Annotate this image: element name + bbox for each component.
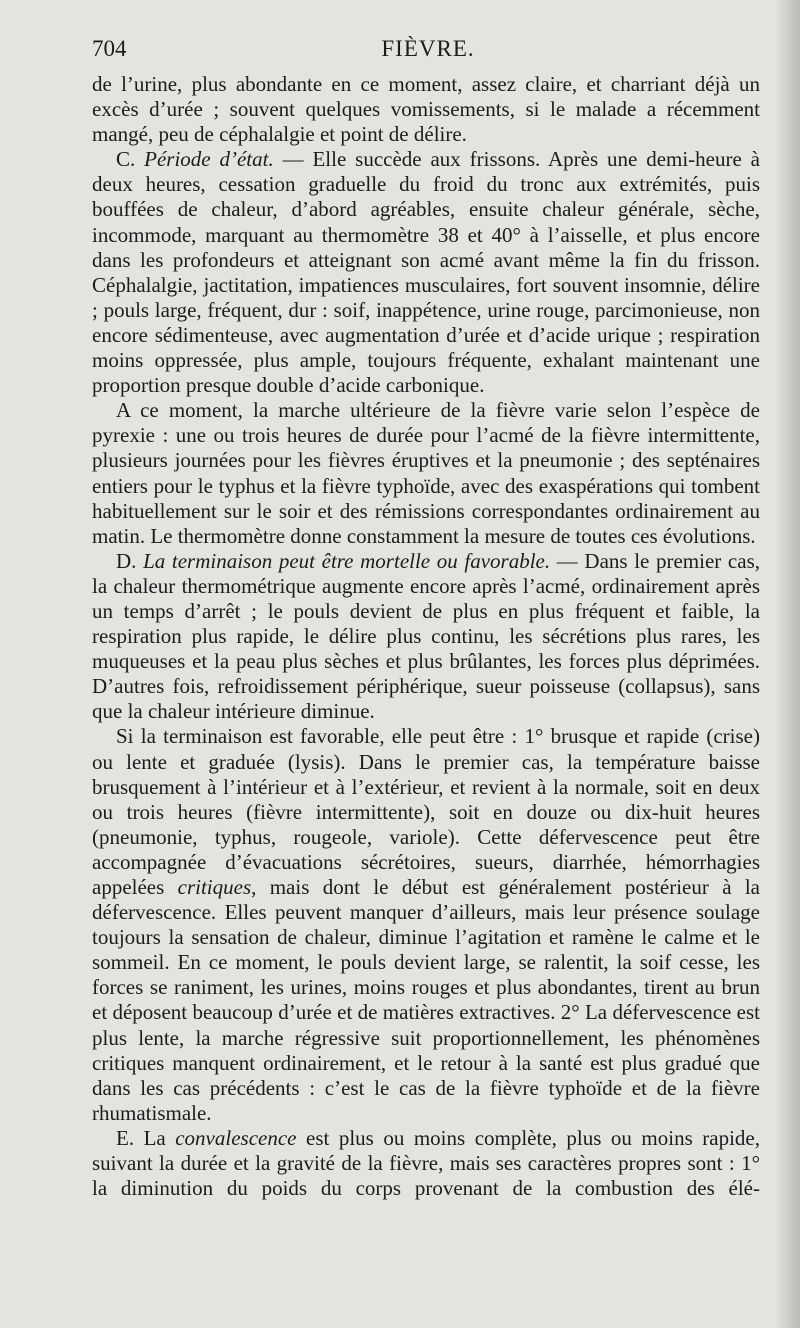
body-text (92, 72, 760, 1201)
section-heading: Période d’état. (144, 147, 274, 172)
paragraph-periode-etat (92, 147, 760, 398)
paragraph-text: A ce moment, la marche ultérieure de la fièvre varie selon l’espèce de pyrexie : une ou trois heures de durée pour l’acmé de la fièvre intermittente, plusieurs journées pour les fièvres éruptives et la pneumonie ; des septénaires entiers pour le typhus et la fièvre typhoïde, avec des exaspérations qui tombent habituellement sur le soir et des rémissions correspondantes ordinairement au matin. Le thermomètre donne constamment la mesure de toutes ces évolutions. (92, 398, 760, 548)
paragraph-text: , mais dont le début est généralement postérieur à la défervescence. Elles peuvent manquer d’ailleurs, mais leur présence soulage toujours la sensation de chaleur, diminue l’agitation et ramène le calme et le sommeil. En ce moment, le pouls devient large, se ralentit, la soif cesse, les forces se raniment, les urines, moins rouges et plus abondantes, tirent au brun et déposent beaucoup d’urée et de matières extractives. 2° La défervescence est plus lente, la marche régressive suit proportionnellement, les phénomènes critiques manquent ordinairement, et le retour à la santé est plus gradué que dans les cas précédents : c’est le cas de la fièvre typhoïde et de la fièvre rhumatismale. (92, 875, 760, 1125)
page-header (92, 36, 764, 66)
paragraph-convalescence (92, 1126, 760, 1201)
section-heading: convalescence (175, 1125, 297, 1150)
paragraph-terminaison (92, 549, 760, 725)
section-heading: La terminaison peut être mortelle ou favorable. (143, 548, 551, 573)
section-letter: E. La (116, 1125, 176, 1150)
page-edge-shadow (774, 0, 800, 1328)
paragraph-text: est plus ou moins complète, plus ou moins rapide, suivant la durée et la gravité de la fièvre, mais ses caractères propres sont : 1° la diminution du poids du corps provenant de la combustion des élé- (92, 1125, 760, 1201)
paragraph-terminaison-favorable (92, 724, 760, 1126)
paragraph-urine-continuation (92, 72, 760, 147)
section-letter: D. (116, 548, 144, 573)
paragraph-text: — Dans le premier cas, la chaleur thermométrique augmente encore après l’acmé, ordinairement après un temps d’arrêt ; le pouls devient de plus en plus fréquent et faible, la respiration plus rapide, le délire plus continu, les sécrétions plus rares, les muqueuses et la peau plus sèches et plus brûlantes, les forces plus déprimées. D’autres fois, refroidissement périphérique, sueur poisseuse (collapsus), sans que la chaleur intérieure diminue. (92, 548, 760, 724)
italic-term: critiques (177, 875, 252, 899)
section-letter: C. (116, 147, 145, 172)
page-number: 704 (92, 36, 127, 61)
paragraph-text: — Elle succède aux frissons. Après une demi-heure à deux heures, cessation graduelle du froid du tronc aux extrémités, puis bouffées de chaleur, d’abord agréables, ensuite chaleur générale, sèche, incommode, marquant au thermomètre 38 et 40° à l’aisselle, et plus encore dans les profondeurs et atteignant son acmé avant même la fin du frisson. Céphalalgie, jactitation, impatiences musculaires, fort souvent insomnie, délire ; pouls large, fréquent, dur : soif, inappétence, urine rouge, parcimonieuse, non encore sédimenteuse, avec augmentation d’urée et d’acide urique ; respiration moins oppressée, plus ample, toujours fréquente, exhalant maintenant une proportion presque double d’acide carbonique. (92, 147, 761, 398)
paragraph-text: Si la terminaison est favorable, elle peut être : 1° brusque et rapide (crise) ou lente et graduée (lysis). Dans le premier cas, la température baisse brusquement à l’intérieur et à l’extérieur, et revient à la normale, soit en deux ou trois heures (fièvre intermittente), soit en douze ou dix-huit heures (pneumonie, typhus, rougeole, variole). Cette défervescence peut être accompagnée d’évacuations sécrétoires, sueurs, diarrhée, hémorrhagies appelées (92, 724, 760, 899)
running-title: FIÈVRE. (381, 36, 475, 61)
paragraph-text: de l’urine, plus abondante en ce moment, assez claire, et charriant déjà un excès d’urée ; souvent quelques vomissements, si le malade a récemment mangé, peu de céphalalgie et point de délire. (92, 72, 760, 147)
paragraph-marche-ulterieure (92, 398, 760, 549)
